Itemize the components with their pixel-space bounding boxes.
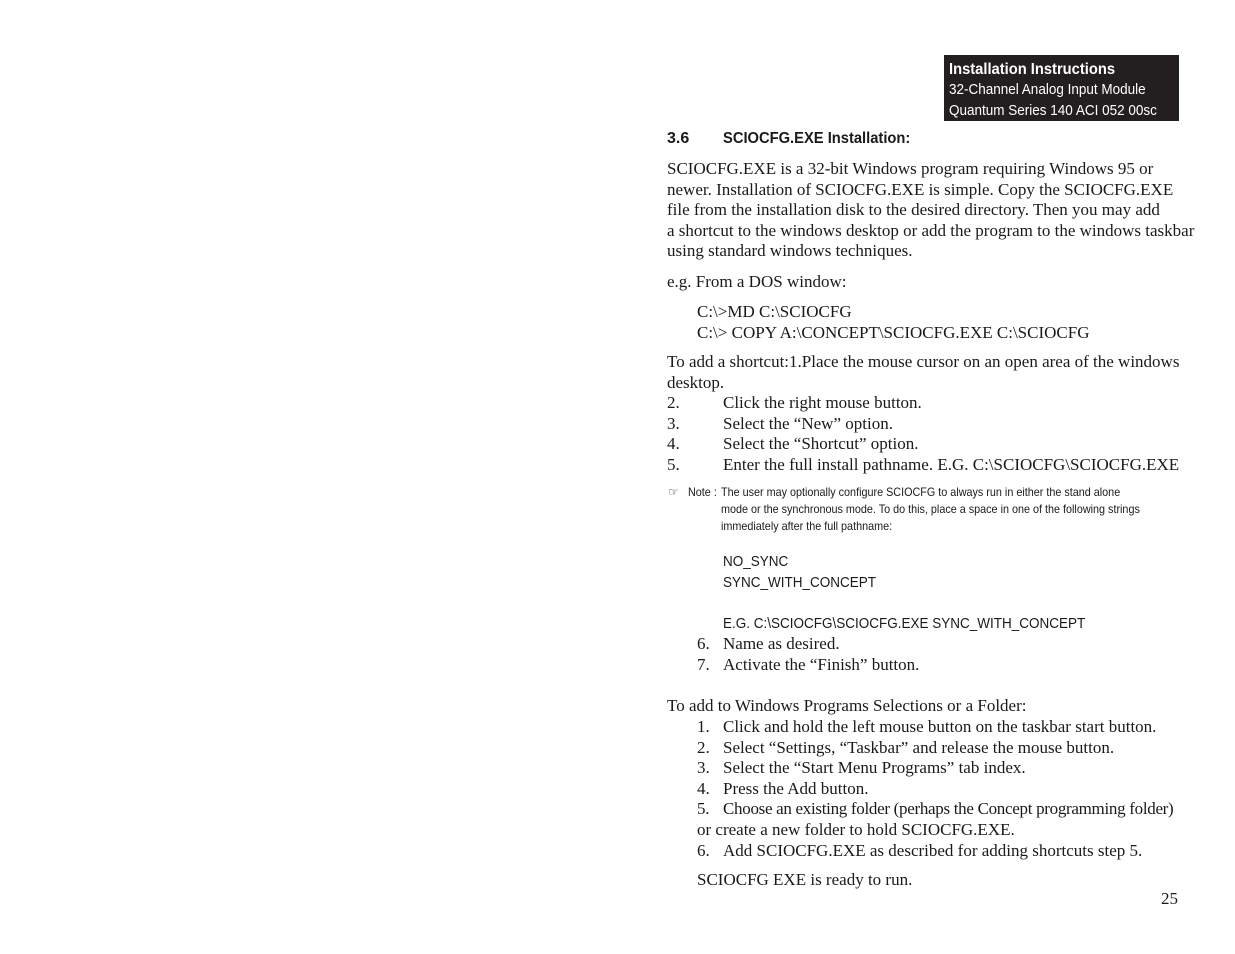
step-text: Press the Add button. bbox=[723, 778, 869, 798]
step-number: 2. bbox=[697, 737, 710, 757]
note-line: immediately after the full pathname: bbox=[721, 519, 893, 533]
page-number: 25 bbox=[1161, 889, 1178, 908]
step-number: 6. bbox=[697, 634, 710, 653]
header-title: Installation Instructions bbox=[949, 61, 1116, 78]
step-text: Name as desired. bbox=[723, 634, 840, 653]
step-text: Click the right mouse button. bbox=[723, 393, 922, 413]
step-text: Choose an existing folder (perhaps the Concept programming folder) bbox=[723, 799, 1174, 819]
intro-line: SCIOCFG.EXE is a 32-bit Windows program requiring Windows 95 or bbox=[667, 159, 1154, 178]
step-number: 3. bbox=[697, 758, 710, 778]
note-label: Note : bbox=[688, 485, 717, 499]
step-text: Activate the “Finish” button. bbox=[723, 654, 920, 674]
step-number: 4. bbox=[697, 778, 710, 798]
programs-step bbox=[697, 779, 1212, 800]
dos-command-line: C:\> COPY A:\CONCEPT\SCIOCFG.EXE C:\SCIOCFG bbox=[697, 322, 1090, 342]
step-text: Select “Settings, “Taskbar” and release the mouse button. bbox=[723, 737, 1115, 757]
intro-line: newer. Installation of SCIOCFG.EXE is simple. Copy the SCIOCFG.EXE bbox=[667, 179, 1174, 199]
note-example: E.G. C:\SCIOCFG\SCIOCFG.EXE SYNC_WITH_CONCEPT bbox=[723, 615, 1086, 632]
shortcut-step bbox=[697, 655, 1212, 676]
intro-line: file from the installation disk to the desired directory. Then you may add bbox=[667, 200, 1160, 220]
dos-commands bbox=[697, 302, 1212, 343]
programs-step bbox=[697, 717, 1212, 738]
programs-step bbox=[697, 758, 1212, 779]
shortcut-step bbox=[667, 434, 1182, 455]
programs-step bbox=[697, 738, 1212, 759]
shortcut-step bbox=[667, 393, 1182, 414]
step-text: Select the “Start Menu Programs” tab index. bbox=[723, 758, 1026, 778]
note-option-sync-with-concept: SYNC_WITH_CONCEPT bbox=[723, 574, 877, 591]
document-header-box bbox=[944, 55, 1179, 121]
step-number: 6. bbox=[697, 840, 710, 860]
programs-intro: To add to Windows Programs Selections or a Folder: bbox=[667, 696, 1027, 715]
step-number: 5. bbox=[697, 799, 710, 819]
step-number: 2. bbox=[667, 393, 680, 413]
step-number: 3. bbox=[667, 413, 680, 433]
shortcut-step bbox=[667, 455, 1182, 476]
step-text: Click and hold the left mouse button on the taskbar start button. bbox=[723, 717, 1157, 736]
dos-command-line: C:\>MD C:\SCIOCFG bbox=[697, 302, 852, 321]
intro-paragraph bbox=[667, 159, 1195, 262]
shortcut-step bbox=[697, 634, 1212, 655]
programs-step-continuation: or create a new folder to hold SCIOCFG.EXE. bbox=[697, 819, 1015, 839]
programs-steps bbox=[697, 717, 1212, 861]
intro-line: a shortcut to the windows desktop or add the program to the windows taskbar bbox=[667, 220, 1195, 240]
programs-step bbox=[697, 799, 1212, 820]
step-text: Select the “Shortcut” option. bbox=[723, 434, 919, 454]
ready-message: SCIOCFG EXE is ready to run. bbox=[697, 870, 913, 889]
step-text: Select the “New” option. bbox=[723, 413, 893, 433]
shortcut-steps-continued bbox=[697, 634, 1212, 675]
note-line: mode or the synchronous mode. To do this, place a space in one of the following strings bbox=[721, 502, 1140, 516]
step-number: 7. bbox=[697, 654, 710, 674]
intro-line: using standard windows techniques. bbox=[667, 241, 913, 261]
section-title: SCIOCFG.EXE Installation: bbox=[723, 130, 911, 147]
pointing-hand-icon: ☞ bbox=[668, 485, 679, 499]
step-number: 1. bbox=[697, 717, 710, 736]
programs-step bbox=[697, 841, 1212, 862]
shortcut-line: To add a shortcut:1.Place the mouse cursor on an open area of the windows bbox=[667, 352, 1180, 371]
note-line: The user may optionally configure SCIOCFG to always run in either the stand alone bbox=[721, 485, 1121, 499]
header-series: Quantum Series 140 ACI 052 00sc bbox=[949, 102, 1157, 119]
step-text: Enter the full install pathname. E.G. C:\SCIOCFG\SCIOCFG.EXE bbox=[723, 454, 1180, 474]
shortcut-step bbox=[667, 414, 1182, 435]
step-number: 5. bbox=[667, 454, 680, 474]
step-text: Add SCIOCFG.EXE as described for adding shortcuts step 5. bbox=[723, 840, 1143, 860]
dos-intro: e.g. From a DOS window: bbox=[667, 272, 847, 291]
step-number: 4. bbox=[667, 434, 680, 454]
shortcut-line: desktop. bbox=[667, 372, 725, 392]
header-module-name: 32-Channel Analog Input Module bbox=[949, 81, 1146, 98]
section-number: 3.6 bbox=[667, 130, 690, 147]
note-option-no-sync: NO_SYNC bbox=[723, 553, 789, 570]
shortcut-paragraph bbox=[667, 352, 1182, 476]
